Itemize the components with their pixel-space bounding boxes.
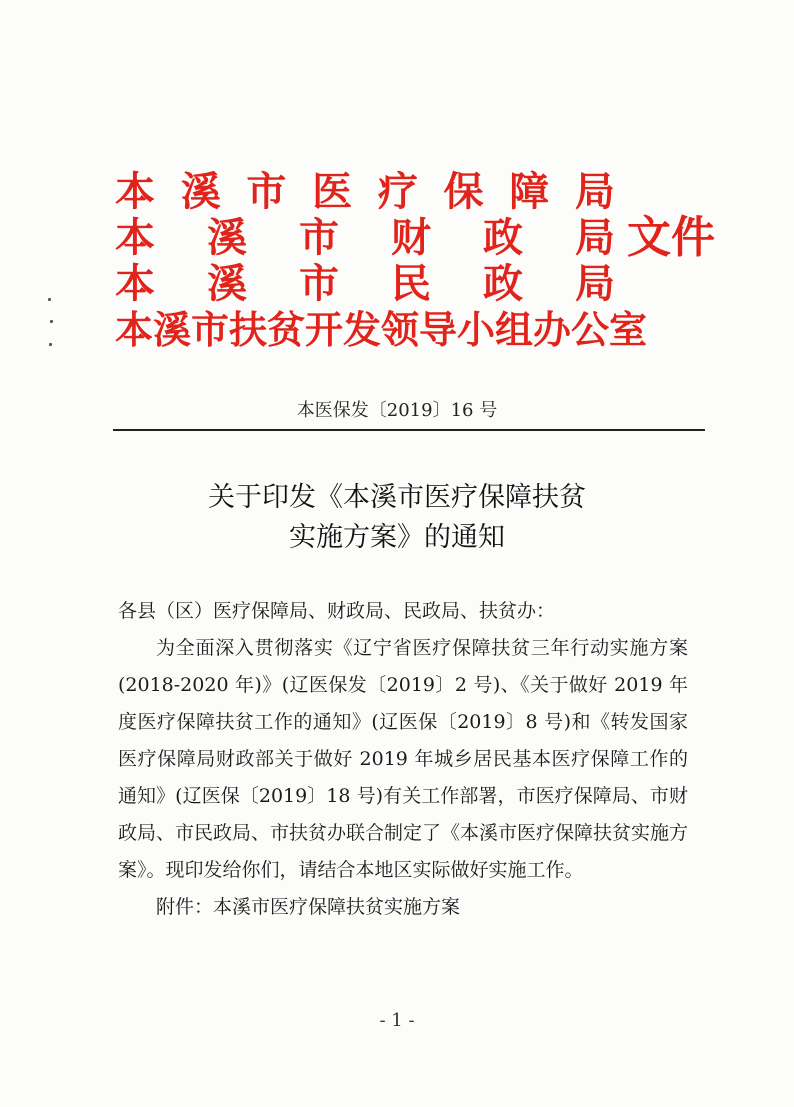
title-line-2: 实施方案》的通知: [289, 522, 505, 553]
main-paragraph: 为全面深入贯彻落实《辽宁省医疗保障扶贫三年行动实施方案(2018-2020 年)》(辽医保发〔2019〕2 号)、《关于做好 2019 年度医疗保障扶贫工作的通知》(辽医保〔2019〕8 号)和《转发国家医疗保障局财政部关于做好 2019 年城乡居民基本医疗保障工作的通知》(辽医保〔2019〕18 号)有关工作部署，市医疗保障局、市财政局、市民政局、市扶贫办联合制定了《本溪市医疗保障扶贫实施方案》。现印发给你们，请结合本地区实际做好实施工作。: [118, 637, 689, 881]
scan-mark: [49, 343, 52, 346]
issuer-finance-bureau: 本 溪 市 财 政 局: [115, 215, 615, 261]
addressee: 各县（区）医疗保障局、财政局、民政局、扶贫办：: [118, 600, 556, 622]
file-label: 文件: [627, 212, 715, 263]
issuer-medical-security-bureau: 本 溪 市 医 疗 保 障 局: [115, 169, 615, 215]
document-number: 本医保发〔2019〕16 号: [296, 400, 498, 421]
separator-line: [113, 429, 705, 431]
document-body: [118, 593, 688, 926]
issuer-poverty-alleviation-office: 本溪市扶贫开发领导小组办公室: [115, 308, 648, 352]
scan-mark: [48, 298, 51, 301]
scan-mark: [50, 320, 53, 323]
title-line-1: 关于印发《本溪市医疗保障扶贫: [208, 482, 586, 513]
attachment-note: 附件：本溪市医疗保障扶贫实施方案: [156, 896, 461, 918]
issuer-civil-affairs-bureau: 本 溪 市 民 政 局: [115, 261, 615, 307]
document-title: [0, 478, 794, 558]
page-number: - 1 -: [379, 1010, 415, 1031]
